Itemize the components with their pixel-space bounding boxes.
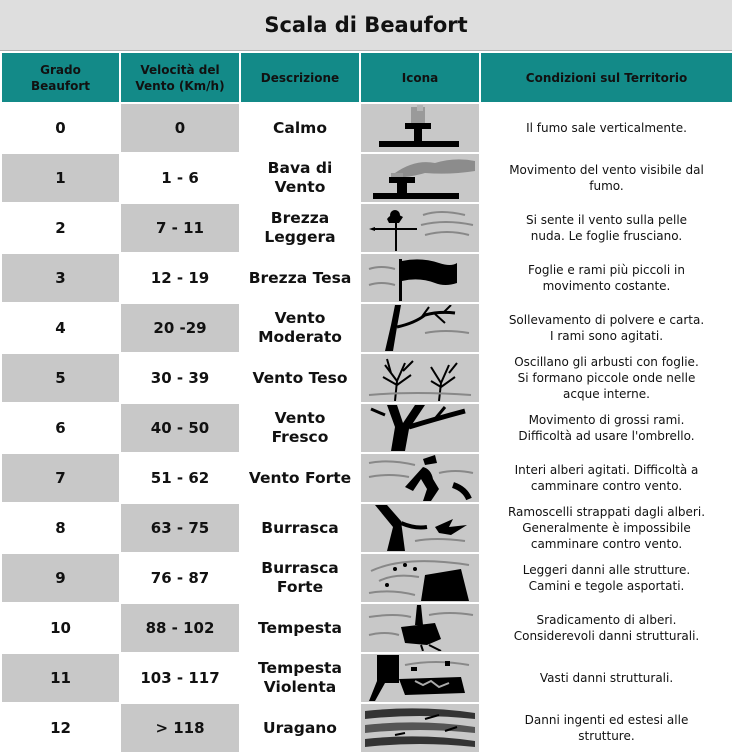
icona-cell (361, 204, 479, 252)
descrizione-cell: Tempesta (241, 604, 359, 652)
icona-cell (361, 704, 479, 752)
descrizione-cell: Vento Moderato (241, 304, 359, 352)
table-row (2, 104, 732, 152)
velocita-cell: > 118 (121, 704, 239, 752)
velocita-cell: 40 - 50 (121, 404, 239, 452)
table-row (2, 704, 732, 752)
table-row (2, 204, 732, 252)
velocita-cell: 12 - 19 (121, 254, 239, 302)
grado-cell: 6 (2, 404, 119, 452)
condizioni-cell: Movimento di grossi rami. Difficoltà ad usare l'ombrello. (481, 404, 732, 452)
velocita-cell: 30 - 39 (121, 354, 239, 402)
velocita-cell: 88 - 102 (121, 604, 239, 652)
hurricane-icon (365, 705, 475, 751)
descrizione-cell: Brezza Leggera (241, 204, 359, 252)
velocita-cell: 103 - 117 (121, 654, 239, 702)
table-row (2, 504, 732, 552)
velocita-cell: 63 - 75 (121, 504, 239, 552)
grado-cell: 3 (2, 254, 119, 302)
icona-cell (361, 354, 479, 402)
icona-cell (361, 604, 479, 652)
descrizione-cell: Vento Teso (241, 354, 359, 402)
flag-icon (365, 255, 475, 301)
condizioni-cell: Sradicamento di alberi. Considerevoli danni strutturali. (481, 604, 732, 652)
condizioni-cell: Sollevamento di polvere e carta. I rami sono agitati. (481, 304, 732, 352)
page-title: Scala di Beaufort (0, 0, 732, 51)
velocita-cell: 0 (121, 104, 239, 152)
condizioni-cell: Foglie e rami più piccoli in movimento costante. (481, 254, 732, 302)
large-branches-icon (365, 405, 475, 451)
condizioni-cell: Si sente il vento sulla pelle nuda. Le foglie frusciano. (481, 204, 732, 252)
descrizione-cell: Uragano (241, 704, 359, 752)
velocita-cell: 20 -29 (121, 304, 239, 352)
descrizione-cell: Burrasca (241, 504, 359, 552)
person-walking-wind-icon (365, 455, 475, 501)
icona-cell (361, 304, 479, 352)
shrubs-icon (365, 355, 475, 401)
descrizione-cell: Brezza Tesa (241, 254, 359, 302)
roof-damage-icon (365, 555, 475, 601)
uprooted-tree-icon (365, 605, 475, 651)
grado-cell: 10 (2, 604, 119, 652)
velocita-cell: 51 - 62 (121, 454, 239, 502)
descrizione-cell: Vento Fresco (241, 404, 359, 452)
header-velocita: Velocità del Vento (Km/h) (121, 53, 239, 102)
debris-icon (365, 655, 475, 701)
table-row (2, 154, 732, 202)
descrizione-cell: Vento Forte (241, 454, 359, 502)
broken-twigs-icon (365, 505, 475, 551)
condizioni-cell: Oscillano gli arbusti con foglie. Si formano piccole onde nelle acque interne. (481, 354, 732, 402)
icona-cell (361, 654, 479, 702)
header-grado: Grado Beaufort (2, 53, 119, 102)
descrizione-cell: Tempesta Violenta (241, 654, 359, 702)
branch-icon (365, 305, 475, 351)
descrizione-cell: Calmo (241, 104, 359, 152)
grado-cell: 4 (2, 304, 119, 352)
icona-cell (361, 454, 479, 502)
descrizione-cell: Burrasca Forte (241, 554, 359, 602)
velocita-cell: 76 - 87 (121, 554, 239, 602)
table-row (2, 554, 732, 602)
table-row (2, 454, 732, 502)
grado-cell: 8 (2, 504, 119, 552)
table-row (2, 604, 732, 652)
weathervane-icon (365, 205, 475, 251)
header-icona: Icona (361, 53, 479, 102)
beaufort-table (0, 51, 732, 754)
table-row (2, 654, 732, 702)
icona-cell (361, 104, 479, 152)
table-row (2, 354, 732, 402)
header-condizioni: Condizioni sul Territorio (481, 53, 732, 102)
table-header-row (2, 53, 732, 102)
grado-cell: 0 (2, 104, 119, 152)
icona-cell (361, 504, 479, 552)
grado-cell: 2 (2, 204, 119, 252)
condizioni-cell: Interi alberi agitati. Difficoltà a camminare contro vento. (481, 454, 732, 502)
grado-cell: 11 (2, 654, 119, 702)
smoke-rising-icon (365, 105, 475, 151)
condizioni-cell: Danni ingenti ed estesi alle strutture. (481, 704, 732, 752)
icona-cell (361, 254, 479, 302)
velocita-cell: 7 - 11 (121, 204, 239, 252)
descrizione-cell: Bava di Vento (241, 154, 359, 202)
header-descrizione: Descrizione (241, 53, 359, 102)
condizioni-cell: Movimento del vento visibile dal fumo. (481, 154, 732, 202)
grado-cell: 7 (2, 454, 119, 502)
grado-cell: 1 (2, 154, 119, 202)
condizioni-cell: Il fumo sale verticalmente. (481, 104, 732, 152)
table-row (2, 304, 732, 352)
condizioni-cell: Vasti danni strutturali. (481, 654, 732, 702)
icona-cell (361, 154, 479, 202)
velocita-cell: 1 - 6 (121, 154, 239, 202)
table-row (2, 404, 732, 452)
grado-cell: 5 (2, 354, 119, 402)
table-row (2, 254, 732, 302)
icona-cell (361, 404, 479, 452)
grado-cell: 12 (2, 704, 119, 752)
condizioni-cell: Ramoscelli strappati dagli alberi. Generalmente è impossibile camminare contro vento. (481, 504, 732, 552)
grado-cell: 9 (2, 554, 119, 602)
smoke-drift-icon (365, 155, 475, 201)
condizioni-cell: Leggeri danni alle strutture. Camini e tegole asportati. (481, 554, 732, 602)
icona-cell (361, 554, 479, 602)
